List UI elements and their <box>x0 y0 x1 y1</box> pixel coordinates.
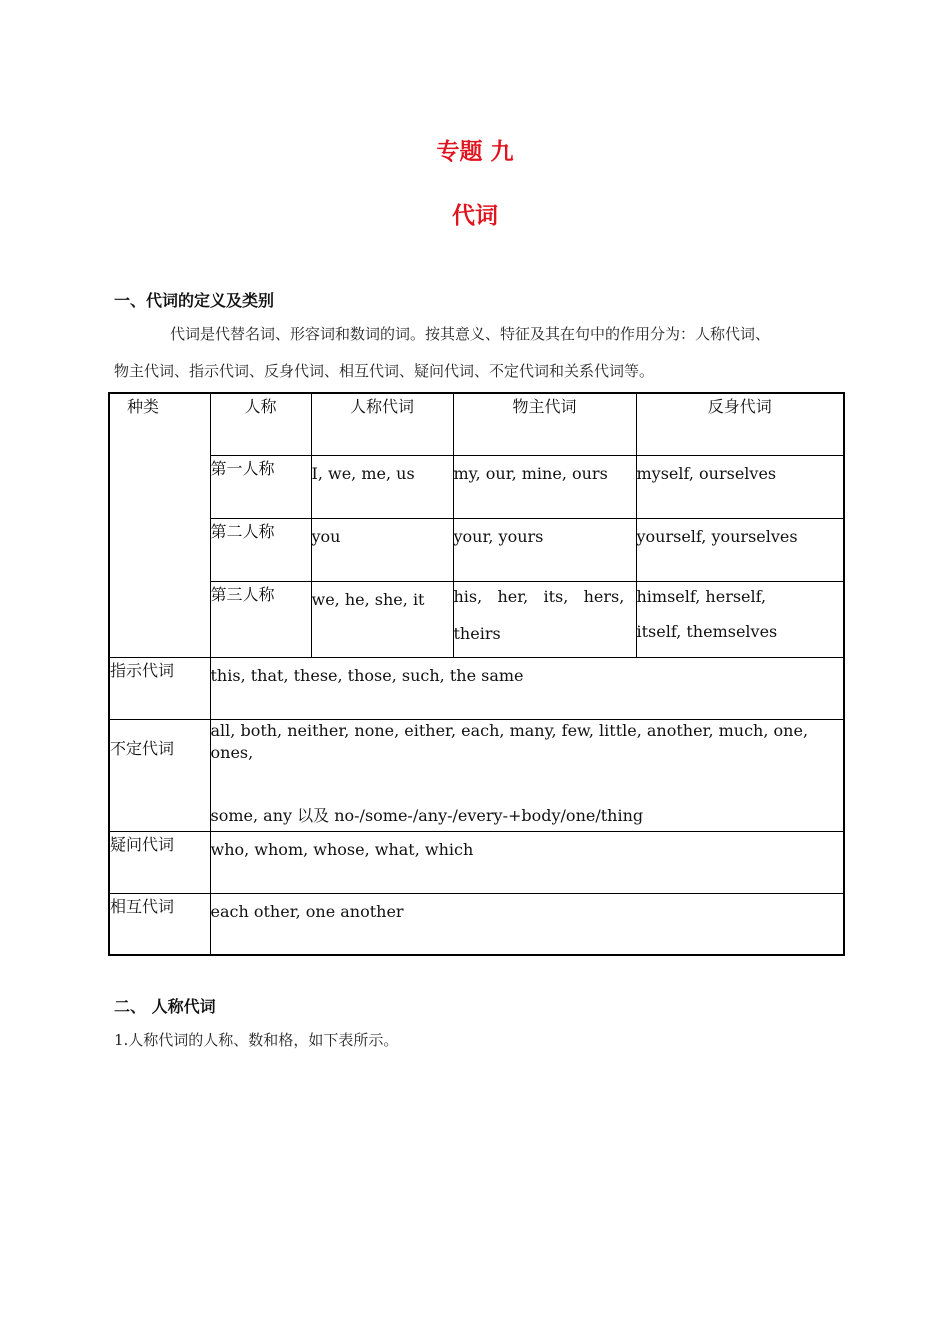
document-title: 专题 九 <box>436 139 514 165</box>
cell-personal-second: you <box>311 518 453 581</box>
indefinite-label: 不定代词 <box>109 719 210 831</box>
indefinite-value: all, both, neither, none, either, each, many, few, little, another, much, one, ones, some, any 以及 no-/some-/any-/every-+body/one/thing <box>210 719 844 831</box>
section1-heading: 一、代词的定义及类别 <box>114 291 275 310</box>
header-person: 人称 <box>210 393 311 455</box>
cell-possessive-third: his, her, its, hers, theirs <box>453 581 636 657</box>
pronoun-table <box>108 392 845 956</box>
demonstrative-label: 指示代词 <box>109 657 210 719</box>
row-third-person: 第三人称 <box>210 581 311 657</box>
kind-label: 种类 <box>109 393 210 657</box>
reciprocal-label: 相互代词 <box>109 893 210 955</box>
cell-possessive-second: your, yours <box>453 518 636 581</box>
section1-paragraph-line2: 物主代词、指示代词、反身代词、相互代词、疑问代词、不定代词和关系代词等。 <box>114 362 655 380</box>
cell-reflexive-second: yourself, yourselves <box>636 518 844 581</box>
section2-heading: 二、 人称代词 <box>114 997 216 1016</box>
reciprocal-value: each other, one another <box>210 893 844 955</box>
header-possessive: 物主代词 <box>453 393 636 455</box>
cell-reflexive-first: myself, ourselves <box>636 455 844 518</box>
interrogative-value: who, whom, whose, what, which <box>210 831 844 893</box>
header-personal: 人称代词 <box>311 393 453 455</box>
section1-paragraph-line1: 代词是代替名词、形容词和数词的词。按其意义、特征及其在句中的作用分为：人称代词、 <box>170 325 771 343</box>
interrogative-label: 疑问代词 <box>109 831 210 893</box>
document-subtitle: 代词 <box>452 203 498 229</box>
row-second-person: 第二人称 <box>210 518 311 581</box>
cell-personal-first: I, we, me, us <box>311 455 453 518</box>
header-reflexive: 反身代词 <box>636 393 844 455</box>
section2-paragraph: 1.人称代词的人称、数和格，如下表所示。 <box>114 1031 399 1049</box>
cell-reflexive-third: himself, herself, itself, themselves <box>636 581 844 657</box>
demonstrative-value: this, that, these, those, such, the same <box>210 657 844 719</box>
cell-possessive-first: my, our, mine, ours <box>453 455 636 518</box>
cell-personal-third: we, he, she, it <box>311 581 453 657</box>
row-first-person: 第一人称 <box>210 455 311 518</box>
